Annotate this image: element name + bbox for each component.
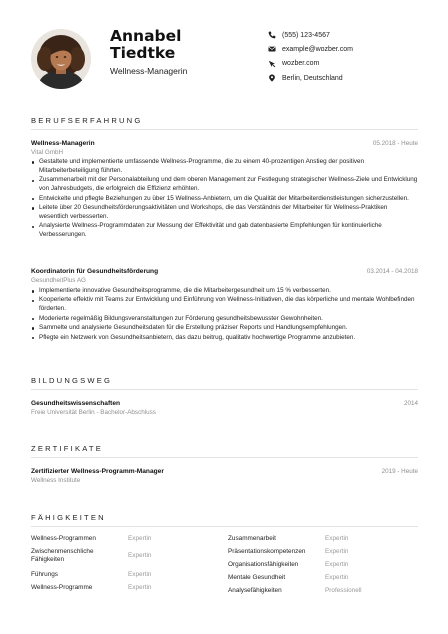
email-text: example@wozber.com: [282, 45, 353, 53]
bullet-item: Pflegte ein Netzwerk von Gesundheitsanbietern, das dazu beitrug, qualitativ hochwertige Programme anzubieten.: [31, 334, 418, 343]
job-dates: 05.2018 - Heute: [372, 140, 418, 147]
skill-level: Expertin: [325, 574, 349, 581]
skill-name: Mentale Gesundheit: [228, 574, 286, 581]
education-year: 2014: [403, 400, 418, 407]
bullet-item: Analysierte Wellness-Programmdaten zur Messung der Effektivität und gab datenbasierte Empfehlungen für kontinuierliche Verbesserungen.: [31, 222, 418, 240]
certificate-title: Zertifizierter Wellness-Programm-Manager: [31, 468, 164, 475]
bullet-item: Zusammenarbeit mit der Personalabteilung und dem oberen Management zur Festlegung strategischer Wellness-Ziele und Entwicklung von Jahresbudgets, die erfolgreich die Effizienz erhöhten.: [31, 176, 418, 194]
skill-name: Analysefähigkeiten: [228, 587, 282, 594]
first-name: Annabel: [110, 27, 182, 45]
bullet-item: Leitete über 20 Gesundheitsförderungsaktivitäten und Workshops, die das Verständnis der Mitarbeiter für Wellness-Praktiken wesentlich verbesserten.: [31, 204, 418, 222]
mail-icon: [268, 45, 276, 53]
section-title-experience: BERUFSERFAHRUNG: [31, 116, 143, 125]
section-title-certificates: ZERTIFIKATE: [31, 444, 104, 453]
job-company: Vital GmbH: [31, 149, 64, 156]
skill-level: Expertin: [128, 552, 152, 559]
skill-level: Expertin: [128, 571, 152, 578]
contact-list: [268, 28, 353, 86]
bullet-item: Gestaltete und implementierte umfassende Wellness-Programme, die zu einem 40-prozentigen Anstieg der positiven Mitarbeiterbeteiligung führten.: [31, 158, 418, 176]
skill-name: Wellness-Programmen: [31, 535, 96, 542]
job-bullets: [31, 158, 418, 241]
bullet-item: Entwickelte und pflegte Beziehungen zu über 15 Wellness-Anbietern, um die Qualität der Mitarbeiterdienstleistungen sicherzustellen.: [31, 195, 418, 204]
bullet-item: Kooperierte effektiv mit Teams zur Entwicklung und Einführung von Wellness-Initiativen, die das körperliche und mentale Wohlbefinden förderten.: [31, 296, 418, 314]
location-text: Berlin, Deutschland: [282, 74, 343, 82]
job-role: Wellness-Managerin: [110, 66, 188, 76]
section-divider: [31, 526, 418, 527]
job-company: GesundheitPlus AG: [31, 277, 86, 284]
bullet-item: Moderierte regelmäßig Bildungsveranstaltungen zur Förderung gesundheitsbewusster Gewohnheiten.: [31, 315, 418, 324]
skill-level: Expertin: [128, 535, 152, 542]
skill-name: Zwischenmenschliche Fähigkeiten: [31, 548, 94, 564]
skill-level: Professionell: [325, 587, 362, 594]
skill-level: Expertin: [325, 561, 349, 568]
last-name: Tiedtke: [110, 44, 176, 62]
contact-phone: [268, 28, 353, 42]
section-title-education: BILDUNGSWEG: [31, 376, 113, 385]
phone-text: (555) 123-4567: [282, 31, 330, 39]
contact-location: [268, 71, 353, 85]
skill-level: Expertin: [325, 548, 349, 555]
portrait-image: [31, 29, 91, 89]
section-divider: [31, 457, 418, 458]
link-icon: [268, 60, 276, 68]
education-institution: Freie Universität Berlin - Bachelor-Abschluss: [31, 409, 156, 416]
education-title: Gesundheitswissenschaften: [31, 400, 121, 407]
job-dates: 03.2014 - 04.2018: [366, 268, 418, 275]
contact-website[interactable]: [268, 57, 353, 71]
bullet-item: Implementierte innovative Gesundheitsprogramme, die die Mitarbeitergesundheit um 15 % verbesserten.: [31, 287, 418, 296]
location-pin-icon: [268, 74, 276, 82]
website-text: wozber.com: [282, 60, 320, 68]
section-divider: [31, 389, 418, 390]
bullet-item: Sammelte und analysierte Gesundheitsdaten für die Erstellung präziser Reports und Handlungsempfehlungen.: [31, 324, 418, 333]
skill-level: Expertin: [128, 584, 152, 591]
skill-name: Wellness-Programme: [31, 584, 93, 591]
job-title: Koordinatorin für Gesundheitsförderung: [31, 268, 159, 275]
skill-name: Zusammenarbeit: [228, 535, 276, 542]
job-title: Wellness-Managerin: [31, 140, 95, 147]
section-title-skills: FÄHIGKEITEN: [31, 513, 106, 522]
skill-name: Organisationsfähigkeiten: [228, 561, 299, 568]
certificate-dates: 2019 - Heute: [381, 468, 418, 475]
phone-icon: [268, 31, 276, 39]
contact-email[interactable]: [268, 42, 353, 56]
certificate-issuer: Wellness Institute: [31, 477, 81, 484]
skill-name: Präsentationskompetenzen: [228, 548, 306, 555]
avatar: [31, 29, 91, 89]
section-divider: [31, 129, 418, 130]
skill-level: Expertin: [325, 535, 349, 542]
full-name: [110, 28, 250, 62]
skill-name: Führungs: [31, 571, 58, 578]
job-bullets: [31, 287, 418, 343]
